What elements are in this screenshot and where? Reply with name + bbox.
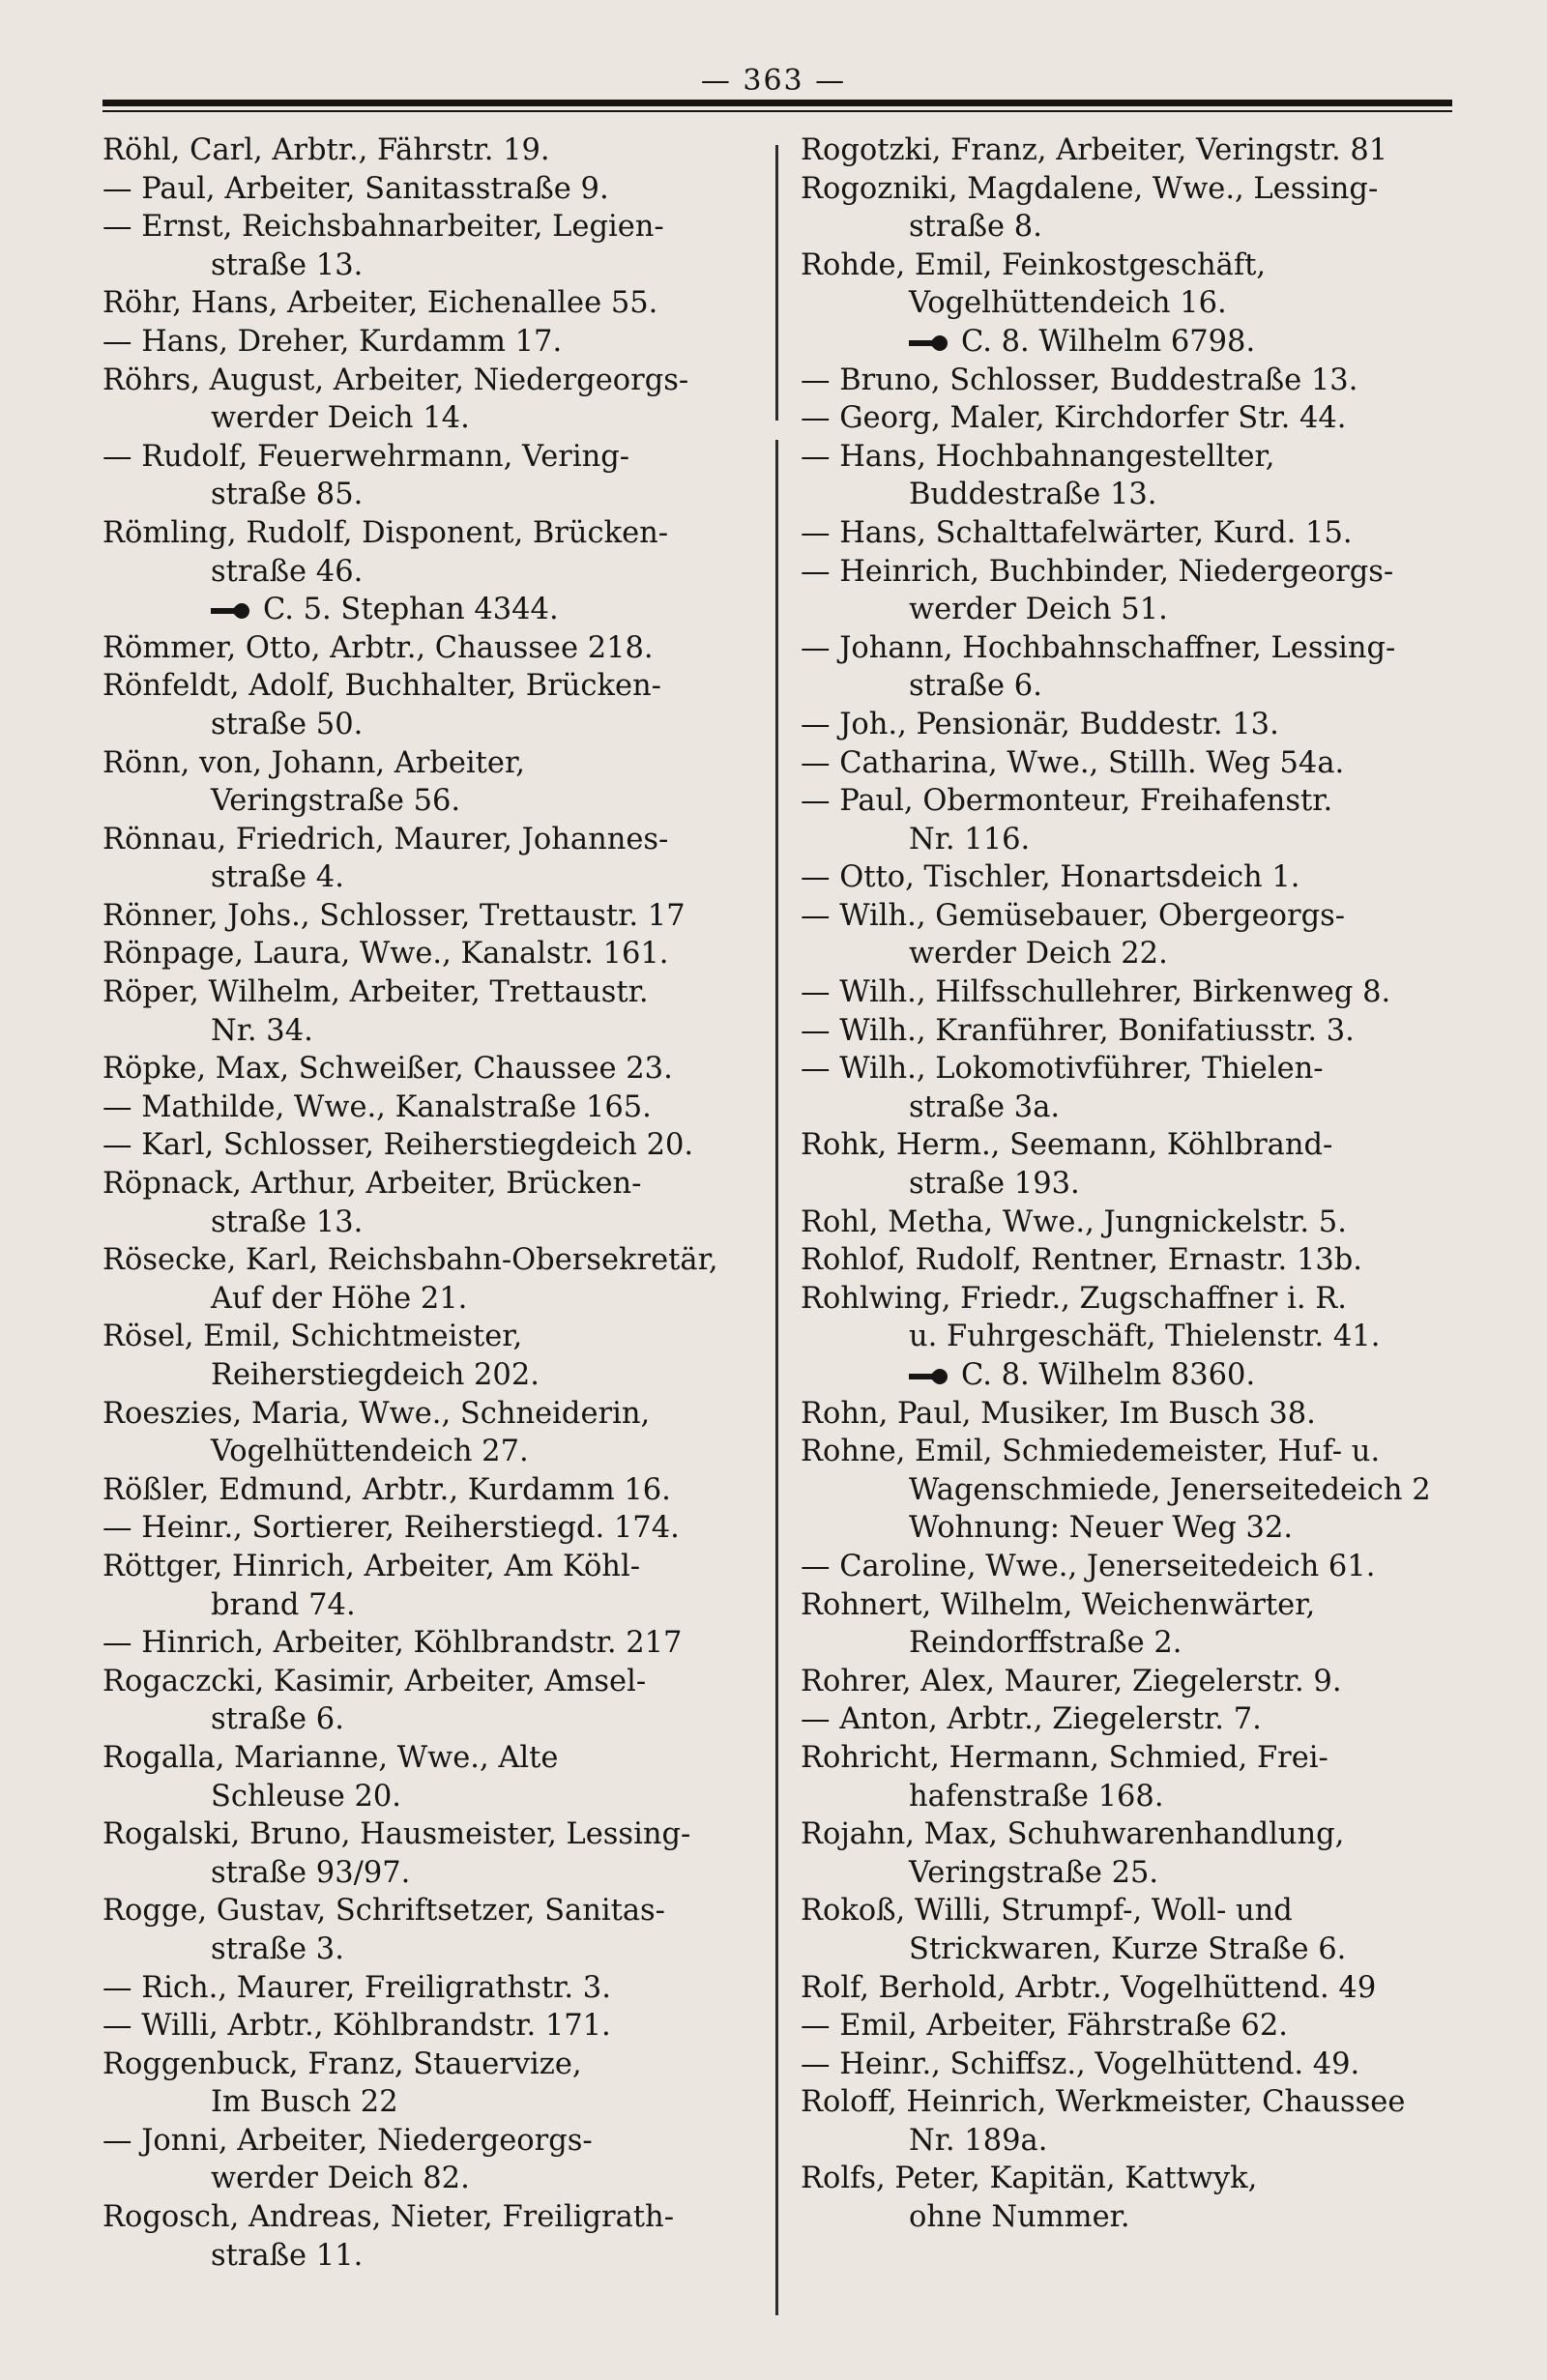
directory-entry <box>801 1241 1463 1280</box>
entry-text: — Ernst, Reichsbahnarbeiter, Legien- <box>102 210 664 245</box>
directory-entry <box>801 858 1463 897</box>
entry-text: Röhr, Hans, Arbeiter, Eichenallee 55. <box>102 286 658 321</box>
entry-continuation <box>801 1778 1463 1816</box>
entry-continuation <box>102 553 760 592</box>
entry-text: ohne Nummer. <box>909 2200 1130 2235</box>
entry-text: Vogelhüttendeich 16. <box>909 286 1227 321</box>
directory-entry <box>102 1126 760 1165</box>
directory-entry <box>801 706 1463 744</box>
entry-continuation <box>102 1356 760 1395</box>
directory-entry <box>102 514 760 553</box>
directory-entry <box>102 1088 760 1127</box>
entry-text: straße 6. <box>909 669 1042 704</box>
entry-text: Rohnert, Wilhelm, Weichenwärter, <box>801 1587 1316 1622</box>
directory-entry <box>801 399 1463 438</box>
directory-entry <box>801 782 1463 821</box>
column-divider-top <box>775 145 778 421</box>
entry-continuation <box>801 667 1463 706</box>
directory-entry <box>801 1548 1463 1586</box>
entry-continuation <box>801 284 1463 323</box>
entry-text: hafenstraße 168. <box>909 1779 1164 1814</box>
directory-entry <box>801 247 1463 285</box>
entry-continuation <box>102 1778 760 1816</box>
directory-entry <box>801 131 1463 170</box>
entry-text: straße 3. <box>211 1931 344 1966</box>
directory-entry <box>801 1586 1463 1625</box>
directory-entry <box>102 973 760 1012</box>
column-divider <box>775 440 778 2315</box>
directory-entry <box>801 1204 1463 1242</box>
entry-continuation <box>801 1088 1463 1127</box>
entry-text: straße 11. <box>211 2238 364 2273</box>
directory-entry <box>801 438 1463 477</box>
entry-text: Roggenbuck, Franz, Stauervize, <box>102 2046 582 2081</box>
entry-continuation <box>801 1509 1463 1548</box>
directory-entry <box>102 1050 760 1088</box>
directory-entry <box>102 284 760 323</box>
entry-continuation <box>801 476 1463 514</box>
directory-entry <box>801 2160 1463 2198</box>
entry-continuation <box>801 821 1463 859</box>
header-rule-thin <box>102 110 1452 112</box>
entry-text: Rohricht, Hermann, Schmied, Frei- <box>801 1740 1328 1775</box>
directory-entry <box>102 2007 760 2046</box>
entry-continuation <box>102 1280 760 1319</box>
entry-text: brand 74. <box>211 1587 356 1622</box>
directory-entry <box>801 1700 1463 1739</box>
entry-text: Rokoß, Willi, Strumpf-, Woll- und <box>801 1894 1293 1929</box>
directory-entry <box>102 667 760 706</box>
telephone-line <box>801 1356 1463 1395</box>
directory-entry <box>801 1433 1463 1471</box>
directory-entry <box>102 1548 760 1586</box>
entry-text: Wohnung: Neuer Weg 32. <box>909 1511 1294 1546</box>
entry-text: C. 8. Wilhelm 6798. <box>961 324 1256 359</box>
entry-continuation <box>102 1433 760 1471</box>
directory-entry <box>102 1815 760 1854</box>
entry-continuation <box>102 2083 760 2122</box>
entry-text: Rolfs, Peter, Kapitän, Kattwyk, <box>801 2162 1258 2196</box>
entry-text: — Rich., Maurer, Freiligrathstr. 3. <box>102 1970 611 2005</box>
entry-text: Römling, Rudolf, Disponent, Brücken- <box>102 515 669 550</box>
entry-text: C. 8. Wilhelm 8360. <box>961 1358 1256 1392</box>
entry-text: Römmer, Otto, Arbtr., Chaussee 218. <box>102 630 654 665</box>
entry-text: Rohne, Emil, Schmiedemeister, Huf- u. <box>801 1435 1381 1469</box>
left-column <box>102 131 760 2275</box>
entry-text: straße 3a. <box>909 1089 1061 1124</box>
directory-entry <box>102 362 760 400</box>
directory-entry <box>801 1280 1463 1319</box>
entry-text: Rogaczcki, Kasimir, Arbeiter, Amsel- <box>102 1664 647 1698</box>
entry-continuation <box>801 1624 1463 1663</box>
directory-entry <box>801 2007 1463 2046</box>
entry-text: — Jonni, Arbeiter, Niedergeorgs- <box>102 2123 593 2158</box>
directory-entry <box>801 629 1463 668</box>
entry-text: — Heinr., Sortierer, Reiherstiegd. 174. <box>102 1511 680 1546</box>
right-column <box>801 131 1463 2237</box>
directory-entry <box>102 897 760 936</box>
entry-text: Strickwaren, Kurze Straße 6. <box>909 1931 1347 1966</box>
entry-text: — Heinrich, Buchbinder, Niedergeorgs- <box>801 554 1394 589</box>
entry-text: straße 8. <box>909 210 1042 245</box>
entry-text: straße 4. <box>211 860 344 895</box>
directory-entry <box>801 1395 1463 1434</box>
entry-text: — Catharina, Wwe., Stillh. Weg 54a. <box>801 745 1345 780</box>
entry-text: Auf der Höhe 21. <box>211 1281 468 1316</box>
entry-text: straße 93/97. <box>211 1855 411 1890</box>
telephone-line <box>801 323 1463 362</box>
directory-entry <box>102 1165 760 1204</box>
directory-entry <box>801 553 1463 592</box>
entry-text: werder Deich 51. <box>909 593 1168 627</box>
entry-continuation <box>102 247 760 285</box>
entry-text: — Georg, Maler, Kirchdorfer Str. 44. <box>801 401 1347 436</box>
directory-entry <box>102 1241 760 1280</box>
entry-text: Veringstraße 25. <box>909 1855 1159 1890</box>
entry-text: — Hans, Schalttafelwärter, Kurd. 15. <box>801 515 1353 550</box>
directory-entry <box>801 1012 1463 1051</box>
directory-entry <box>102 1509 760 1548</box>
entry-continuation <box>801 208 1463 247</box>
entry-text: Rönner, Johs., Schlosser, Trettaustr. 17 <box>102 898 686 933</box>
entry-continuation <box>102 1930 760 1969</box>
entry-continuation <box>102 399 760 438</box>
entry-text: straße 46. <box>211 554 364 589</box>
entry-text: — Willi, Arbtr., Köhlbrandstr. 171. <box>102 2009 611 2044</box>
directory-entry <box>102 131 760 170</box>
directory-entry <box>801 170 1463 209</box>
entry-text: — Rudolf, Feuerwehrmann, Vering- <box>102 439 630 474</box>
entry-text: Röttger, Hinrich, Arbeiter, Am Köhl- <box>102 1549 641 1583</box>
entry-text: Rösel, Emil, Schichtmeister, <box>102 1320 523 1354</box>
entry-text: Buddestraße 13. <box>909 478 1157 512</box>
directory-entry <box>102 744 760 783</box>
entry-text: Roloff, Heinrich, Werkmeister, Chaussee <box>801 2085 1406 2120</box>
entry-continuation <box>801 591 1463 629</box>
header-rule-thick <box>102 100 1452 106</box>
entry-text: Im Busch 22 <box>211 2085 398 2120</box>
entry-text: — Emil, Arbeiter, Fährstraße 62. <box>801 2009 1288 2044</box>
entry-text: — Hans, Hochbahnangestellter, <box>801 439 1275 474</box>
entry-text: C. 5. Stephan 4344. <box>263 593 559 627</box>
entry-text: u. Fuhrgeschäft, Thielenstr. 41. <box>909 1320 1381 1354</box>
directory-entry <box>102 1471 760 1510</box>
entry-text: — Heinr., Schiffsz., Vogelhüttend. 49. <box>801 2046 1360 2081</box>
entry-text: Rohde, Emil, Feinkostgeschäft, <box>801 247 1267 282</box>
entry-text: — Otto, Tischler, Honartsdeich 1. <box>801 860 1300 895</box>
entry-continuation <box>801 2198 1463 2237</box>
directory-entry <box>102 629 760 668</box>
entry-continuation <box>102 1204 760 1242</box>
directory-entry <box>102 323 760 362</box>
entry-text: — Caroline, Wwe., Jenerseitedeich 61. <box>801 1549 1376 1583</box>
directory-entry <box>102 821 760 859</box>
directory-entry <box>102 1395 760 1434</box>
entry-continuation <box>102 1700 760 1739</box>
directory-entry <box>801 1050 1463 1088</box>
entry-text: Vogelhüttendeich 27. <box>211 1435 529 1469</box>
directory-entry <box>102 2122 760 2161</box>
entry-text: Nr. 189a. <box>909 2123 1048 2158</box>
entry-text: Rönpage, Laura, Wwe., Kanalstr. 161. <box>102 937 669 972</box>
entry-text: Rohk, Herm., Seemann, Köhlbrand- <box>801 1128 1333 1163</box>
page-number: — 363 — <box>700 64 847 98</box>
directory-entry <box>102 1892 760 1930</box>
entry-text: — Wilh., Hilfsschullehrer, Birkenweg 8. <box>801 975 1391 1010</box>
entry-text: Rohlwing, Friedr., Zugschaffner i. R. <box>801 1281 1347 1316</box>
entry-text: — Paul, Obermonteur, Freihafenstr. <box>801 784 1333 819</box>
entry-text: straße 13. <box>211 1205 364 1239</box>
entry-text: Rönfeldt, Adolf, Buchhalter, Brücken- <box>102 669 661 704</box>
entry-text: straße 50. <box>211 707 364 741</box>
entry-text: Reiherstiegdeich 202. <box>211 1358 540 1392</box>
entry-continuation <box>801 1318 1463 1356</box>
entry-continuation <box>102 1012 760 1051</box>
directory-entry <box>801 514 1463 553</box>
entry-text: Rönnau, Friedrich, Maurer, Johannes- <box>102 822 669 856</box>
entry-text: Nr. 34. <box>211 1013 313 1048</box>
directory-entry <box>801 1126 1463 1165</box>
entry-continuation <box>102 2160 760 2198</box>
entry-text: Rohl, Metha, Wwe., Jungnickelstr. 5. <box>801 1205 1347 1239</box>
entry-text: Wagenschmiede, Jenerseitedeich 2 <box>909 1472 1431 1507</box>
entry-text: — Johann, Hochbahnschaffner, Lessing- <box>801 630 1396 665</box>
entry-text: Röpnack, Arthur, Arbeiter, Brücken- <box>102 1167 642 1202</box>
entry-text: Rogalski, Bruno, Hausmeister, Lessing- <box>102 1817 691 1852</box>
entry-continuation <box>801 1930 1463 1969</box>
entry-continuation <box>102 2237 760 2276</box>
entry-text: straße 85. <box>211 478 364 512</box>
entry-text: Rogotzki, Franz, Arbeiter, Veringstr. 81 <box>801 133 1388 167</box>
entry-text: Reindorffstraße 2. <box>909 1626 1182 1661</box>
entry-text: Rogalla, Marianne, Wwe., Alte <box>102 1740 559 1775</box>
entry-text: Röhl, Carl, Arbtr., Fährstr. 19. <box>102 133 550 167</box>
directory-entry <box>801 362 1463 400</box>
entry-text: Röpke, Max, Schweißer, Chaussee 23. <box>102 1052 673 1087</box>
entry-continuation <box>801 1471 1463 1510</box>
directory-entry <box>801 2046 1463 2084</box>
directory-entry <box>801 1815 1463 1854</box>
entry-continuation <box>102 476 760 514</box>
directory-entry <box>102 2046 760 2084</box>
directory-entry <box>801 1739 1463 1778</box>
entry-text: — Anton, Arbtr., Ziegelerstr. 7. <box>801 1702 1262 1737</box>
entry-text: Veringstraße 56. <box>211 784 461 819</box>
directory-entry <box>801 1663 1463 1701</box>
entry-text: — Joh., Pensionär, Buddestr. 13. <box>801 707 1279 741</box>
entry-text: — Wilh., Kranführer, Bonifatiusstr. 3. <box>801 1013 1355 1048</box>
telephone-pointer-icon <box>909 336 951 350</box>
entry-text: Rojahn, Max, Schuhwarenhandlung, <box>801 1817 1345 1852</box>
entry-continuation <box>801 2122 1463 2161</box>
entry-text: straße 13. <box>211 247 364 282</box>
entry-continuation <box>801 1854 1463 1893</box>
entry-text: Rönn, von, Johann, Arbeiter, <box>102 745 525 780</box>
telephone-pointer-icon <box>211 604 253 618</box>
entry-text: Röper, Wilhelm, Arbeiter, Trettaustr. <box>102 975 649 1010</box>
directory-entry <box>102 170 760 209</box>
entry-text: straße 193. <box>909 1167 1080 1202</box>
entry-continuation <box>102 1854 760 1893</box>
entry-continuation <box>102 1586 760 1625</box>
entry-continuation <box>102 782 760 821</box>
entry-text: Rolf, Berhold, Arbtr., Vogelhüttend. 49 <box>801 1970 1377 2005</box>
telephone-line <box>102 591 760 629</box>
directory-entry <box>801 1892 1463 1930</box>
directory-entry <box>801 973 1463 1012</box>
entry-text: Rohrer, Alex, Maurer, Ziegelerstr. 9. <box>801 1664 1342 1698</box>
directory-entry <box>801 1969 1463 2008</box>
entry-text: — Mathilde, Wwe., Kanalstraße 165. <box>102 1089 652 1124</box>
directory-entry <box>102 208 760 247</box>
directory-entry <box>801 744 1463 783</box>
entry-continuation <box>102 858 760 897</box>
directory-entry <box>102 1739 760 1778</box>
entry-text: — Wilh., Lokomotivführer, Thielen- <box>801 1052 1324 1087</box>
entry-text: Rohlof, Rudolf, Rentner, Ernastr. 13b. <box>801 1243 1362 1278</box>
entry-continuation <box>102 706 760 744</box>
directory-entry <box>102 1663 760 1701</box>
directory-entry <box>801 2083 1463 2122</box>
entry-text: Rohn, Paul, Musiker, Im Busch 38. <box>801 1396 1316 1431</box>
entry-text: Schleuse 20. <box>211 1779 401 1814</box>
entry-text: Rogozniki, Magdalene, Wwe., Lessing- <box>801 171 1379 206</box>
directory-entry <box>102 1969 760 2008</box>
entry-text: Roeszies, Maria, Wwe., Schneiderin, <box>102 1396 651 1431</box>
entry-text: — Hans, Dreher, Kurdamm 17. <box>102 324 563 359</box>
entry-text: — Hinrich, Arbeiter, Köhlbrandstr. 217 <box>102 1626 683 1661</box>
entry-text: — Wilh., Gemüsebauer, Obergeorgs- <box>801 898 1346 933</box>
entry-text: werder Deich 22. <box>909 937 1168 972</box>
entry-text: — Bruno, Schlosser, Buddestraße 13. <box>801 363 1358 397</box>
directory-entry <box>102 2198 760 2237</box>
directory-entry <box>102 935 760 973</box>
directory-entry <box>102 1318 760 1356</box>
telephone-pointer-icon <box>909 1370 951 1383</box>
entry-text: werder Deich 82. <box>211 2162 470 2196</box>
entry-text: Nr. 116. <box>909 822 1031 856</box>
entry-continuation <box>801 1165 1463 1204</box>
entry-text: Röhrs, August, Arbeiter, Niedergeorgs- <box>102 363 689 397</box>
entry-text: straße 6. <box>211 1702 344 1737</box>
entry-text: Rogge, Gustav, Schriftsetzer, Sanitas- <box>102 1894 665 1929</box>
directory-entry <box>102 438 760 477</box>
entry-text: Rogosch, Andreas, Nieter, Freiligrath- <box>102 2200 674 2235</box>
entry-text: werder Deich 14. <box>211 401 470 436</box>
directory-entry <box>801 897 1463 936</box>
entry-continuation <box>801 935 1463 973</box>
entry-text: — Karl, Schlosser, Reiherstiegdeich 20. <box>102 1128 694 1163</box>
entry-text: — Paul, Arbeiter, Sanitasstraße 9. <box>102 171 609 206</box>
entry-text: Rösecke, Karl, Reichsbahn-Obersekretär, <box>102 1243 718 1278</box>
entry-text: Rößler, Edmund, Arbtr., Kurdamm 16. <box>102 1472 671 1507</box>
directory-entry <box>102 1624 760 1663</box>
